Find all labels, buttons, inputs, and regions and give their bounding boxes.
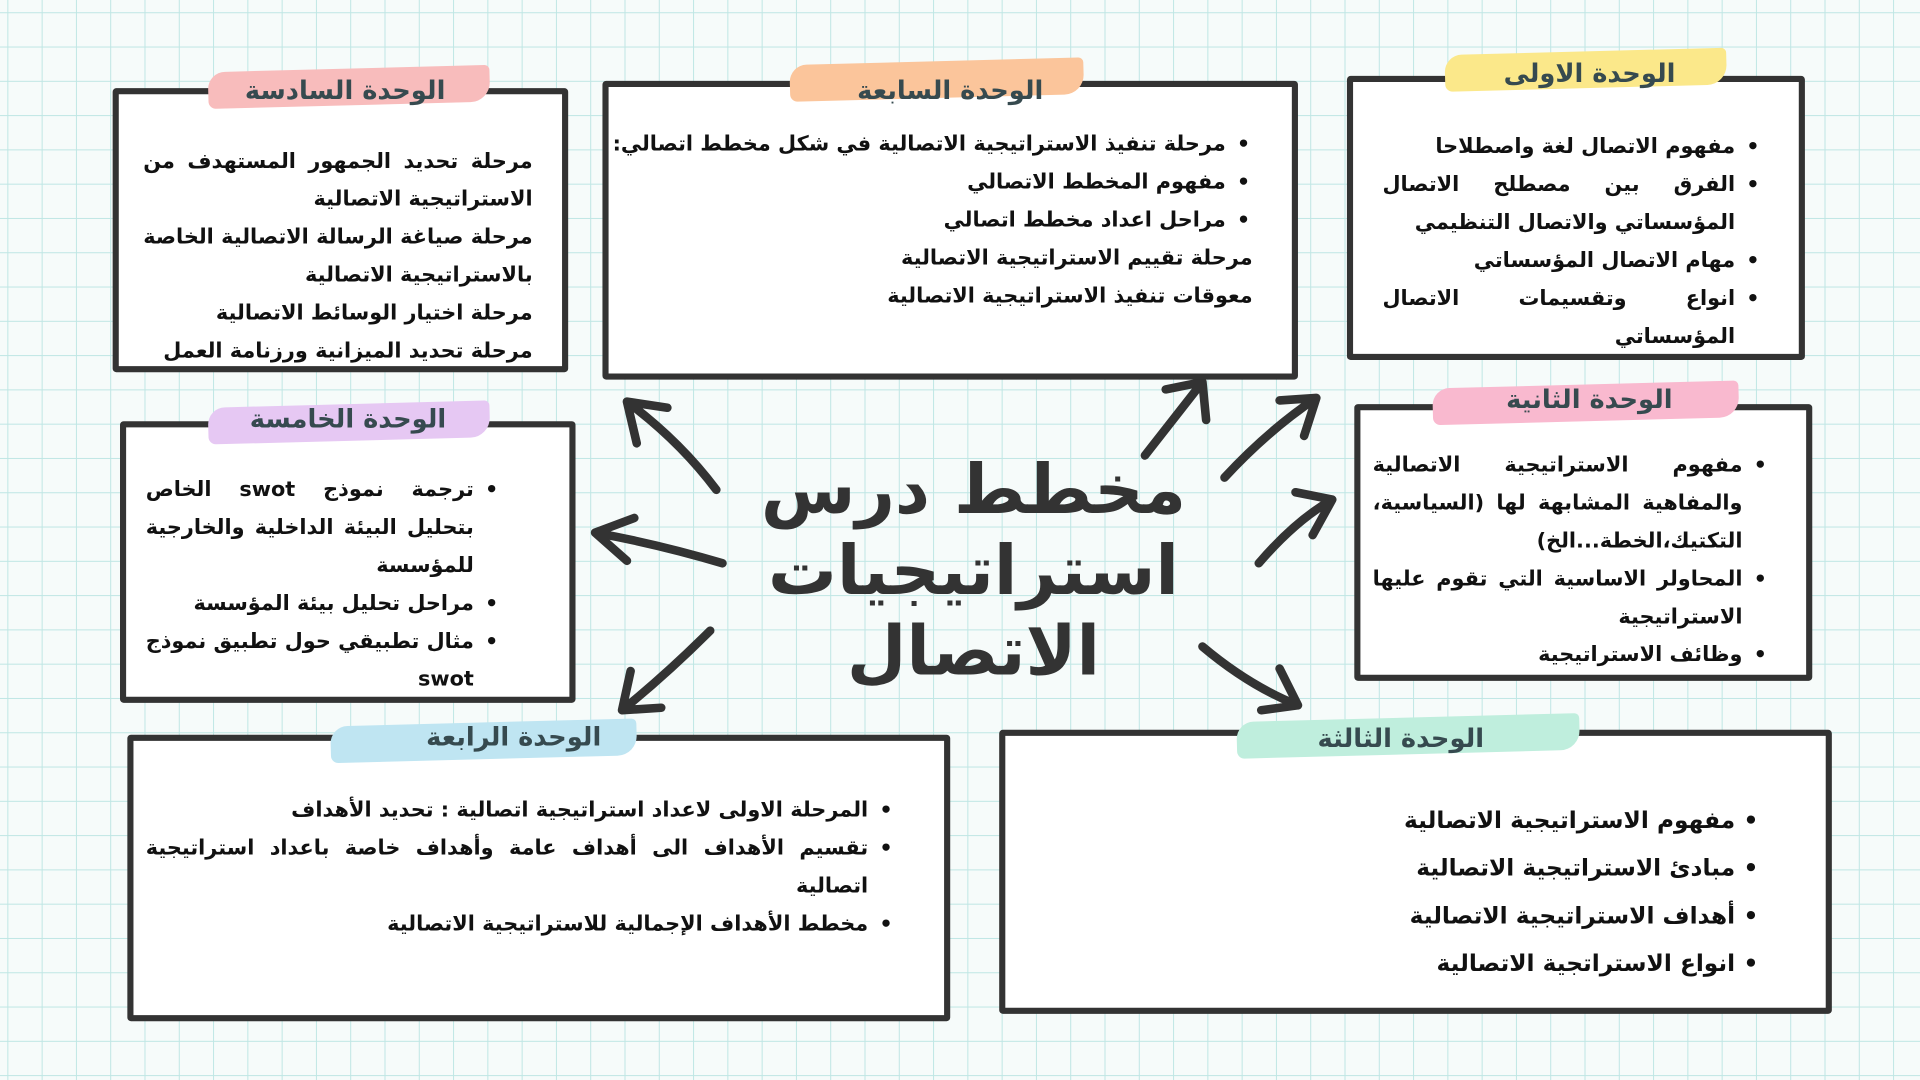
unit2-box [1354,404,1812,681]
list-item: • مفهوم المخطط الاتصالي [609,164,1253,202]
list-item: • انواع وتقسيمات الاتصال المؤسساتي [1382,280,1762,356]
unit5-box [120,421,576,703]
list-item: مرحلة اختيار الوسائط الاتصالية [215,301,533,326]
list-item: • وظائف الاستراتيجية [1373,637,1770,675]
list-item: مرحلة تحديد الميزانية ورزنامة العمل [163,339,533,364]
center-title-line2: استراتيجيات الاتصال [768,531,1179,692]
list-item: • مبادئ الاستراتيجية الاتصالية [1275,845,1762,893]
unit1-title: الوحدة الاولى [1503,58,1676,89]
unit2-title: الوحدة الثانية [1506,384,1673,414]
list-item: • مثال تطبيقي حول تطبيق نموذج swot [146,623,501,699]
list-item: معوقات تنفيذ الاستراتيجية الاتصالية [887,284,1253,309]
unit3-list [1275,797,1762,988]
arrow-to-unit7 [1145,382,1206,455]
unit4-list [146,792,895,944]
unit6-box [113,88,569,372]
unit7-list [609,126,1253,316]
list-item: • مهام الاتصال المؤسساتي [1382,242,1762,280]
center-title [661,451,1285,693]
list-item: • انواع الاستراتجية الاتصالية [1275,940,1762,988]
unit4-box [127,735,950,1022]
unit3-box [999,730,1832,1014]
list-item: • المحاولر الاساسية التي تقوم عليها الاستراتيجية [1373,561,1770,637]
unit5-title: الوحدة الخامسة [249,404,447,434]
unit6-list [143,143,532,371]
unit1-box [1347,76,1805,360]
unit6-title: الوحدة السادسة [244,75,446,106]
list-item: • مخطط الأهداف الإجمالية للاستراتيجية الاتصالية [146,906,895,944]
list-item: • مراحل تحليل بيئة المؤسسة [146,585,501,623]
list-item: • أهداف الاستراتيجية الاتصالية [1275,893,1762,941]
unit5-list [146,471,501,699]
list-item: • مراحل اعداد مخطط اتصالي [609,202,1253,240]
unit7-box [602,81,1298,380]
list-item: مرحلة صياغة الرسالة الاتصالية الخاصة بالاستراتيجية الاتصالية [143,225,533,288]
list-item: • مفهوم الاستراتيجية الاتصالية والمفاهية المشابهة لها (السياسية، التكتيك،الخطة...الخ) [1373,447,1770,561]
list-item: • مرحلة تنفيذ الاستراتيجية الاتصالية في شكل مخطط اتصالي: [609,126,1253,164]
list-item: • المرحلة الاولى لاعداد استراتيجية اتصالية : تحديد الأهداف [146,792,895,830]
list-item: • مفهوم الاتصال لغة واصطلاحا [1382,129,1762,167]
unit7-title: الوحدة السابعة [857,75,1044,106]
list-item: مرحلة تقييم الاستراتيجية الاتصالية [900,246,1253,271]
list-item: • الفرق بين مصطلح الاتصال المؤسساتي والاتصال التنظيمي [1382,167,1762,243]
center-title-line1: مخطط درس [760,450,1187,531]
list-item: مرحلة تحديد الجمهور المستهدف من الاستراتيجية الاتصالية [143,149,533,212]
unit3-title: الوحدة الثالثة [1317,723,1485,754]
unit1-list [1382,129,1762,357]
list-item: • تقسيم الأهداف الى أهداف عامة وأهداف خاصة باعداد استراتيجية اتصالية [146,830,895,906]
unit4-title: الوحدة الرابعة [426,722,602,752]
list-item: • ترجمة نموذج swot الخاص بتحليل البيئة الداخلية والخارجية للمؤسسة [146,471,501,585]
list-item: • مفهوم الاستراتيجية الاتصالية [1275,797,1762,845]
unit2-list [1373,447,1770,675]
